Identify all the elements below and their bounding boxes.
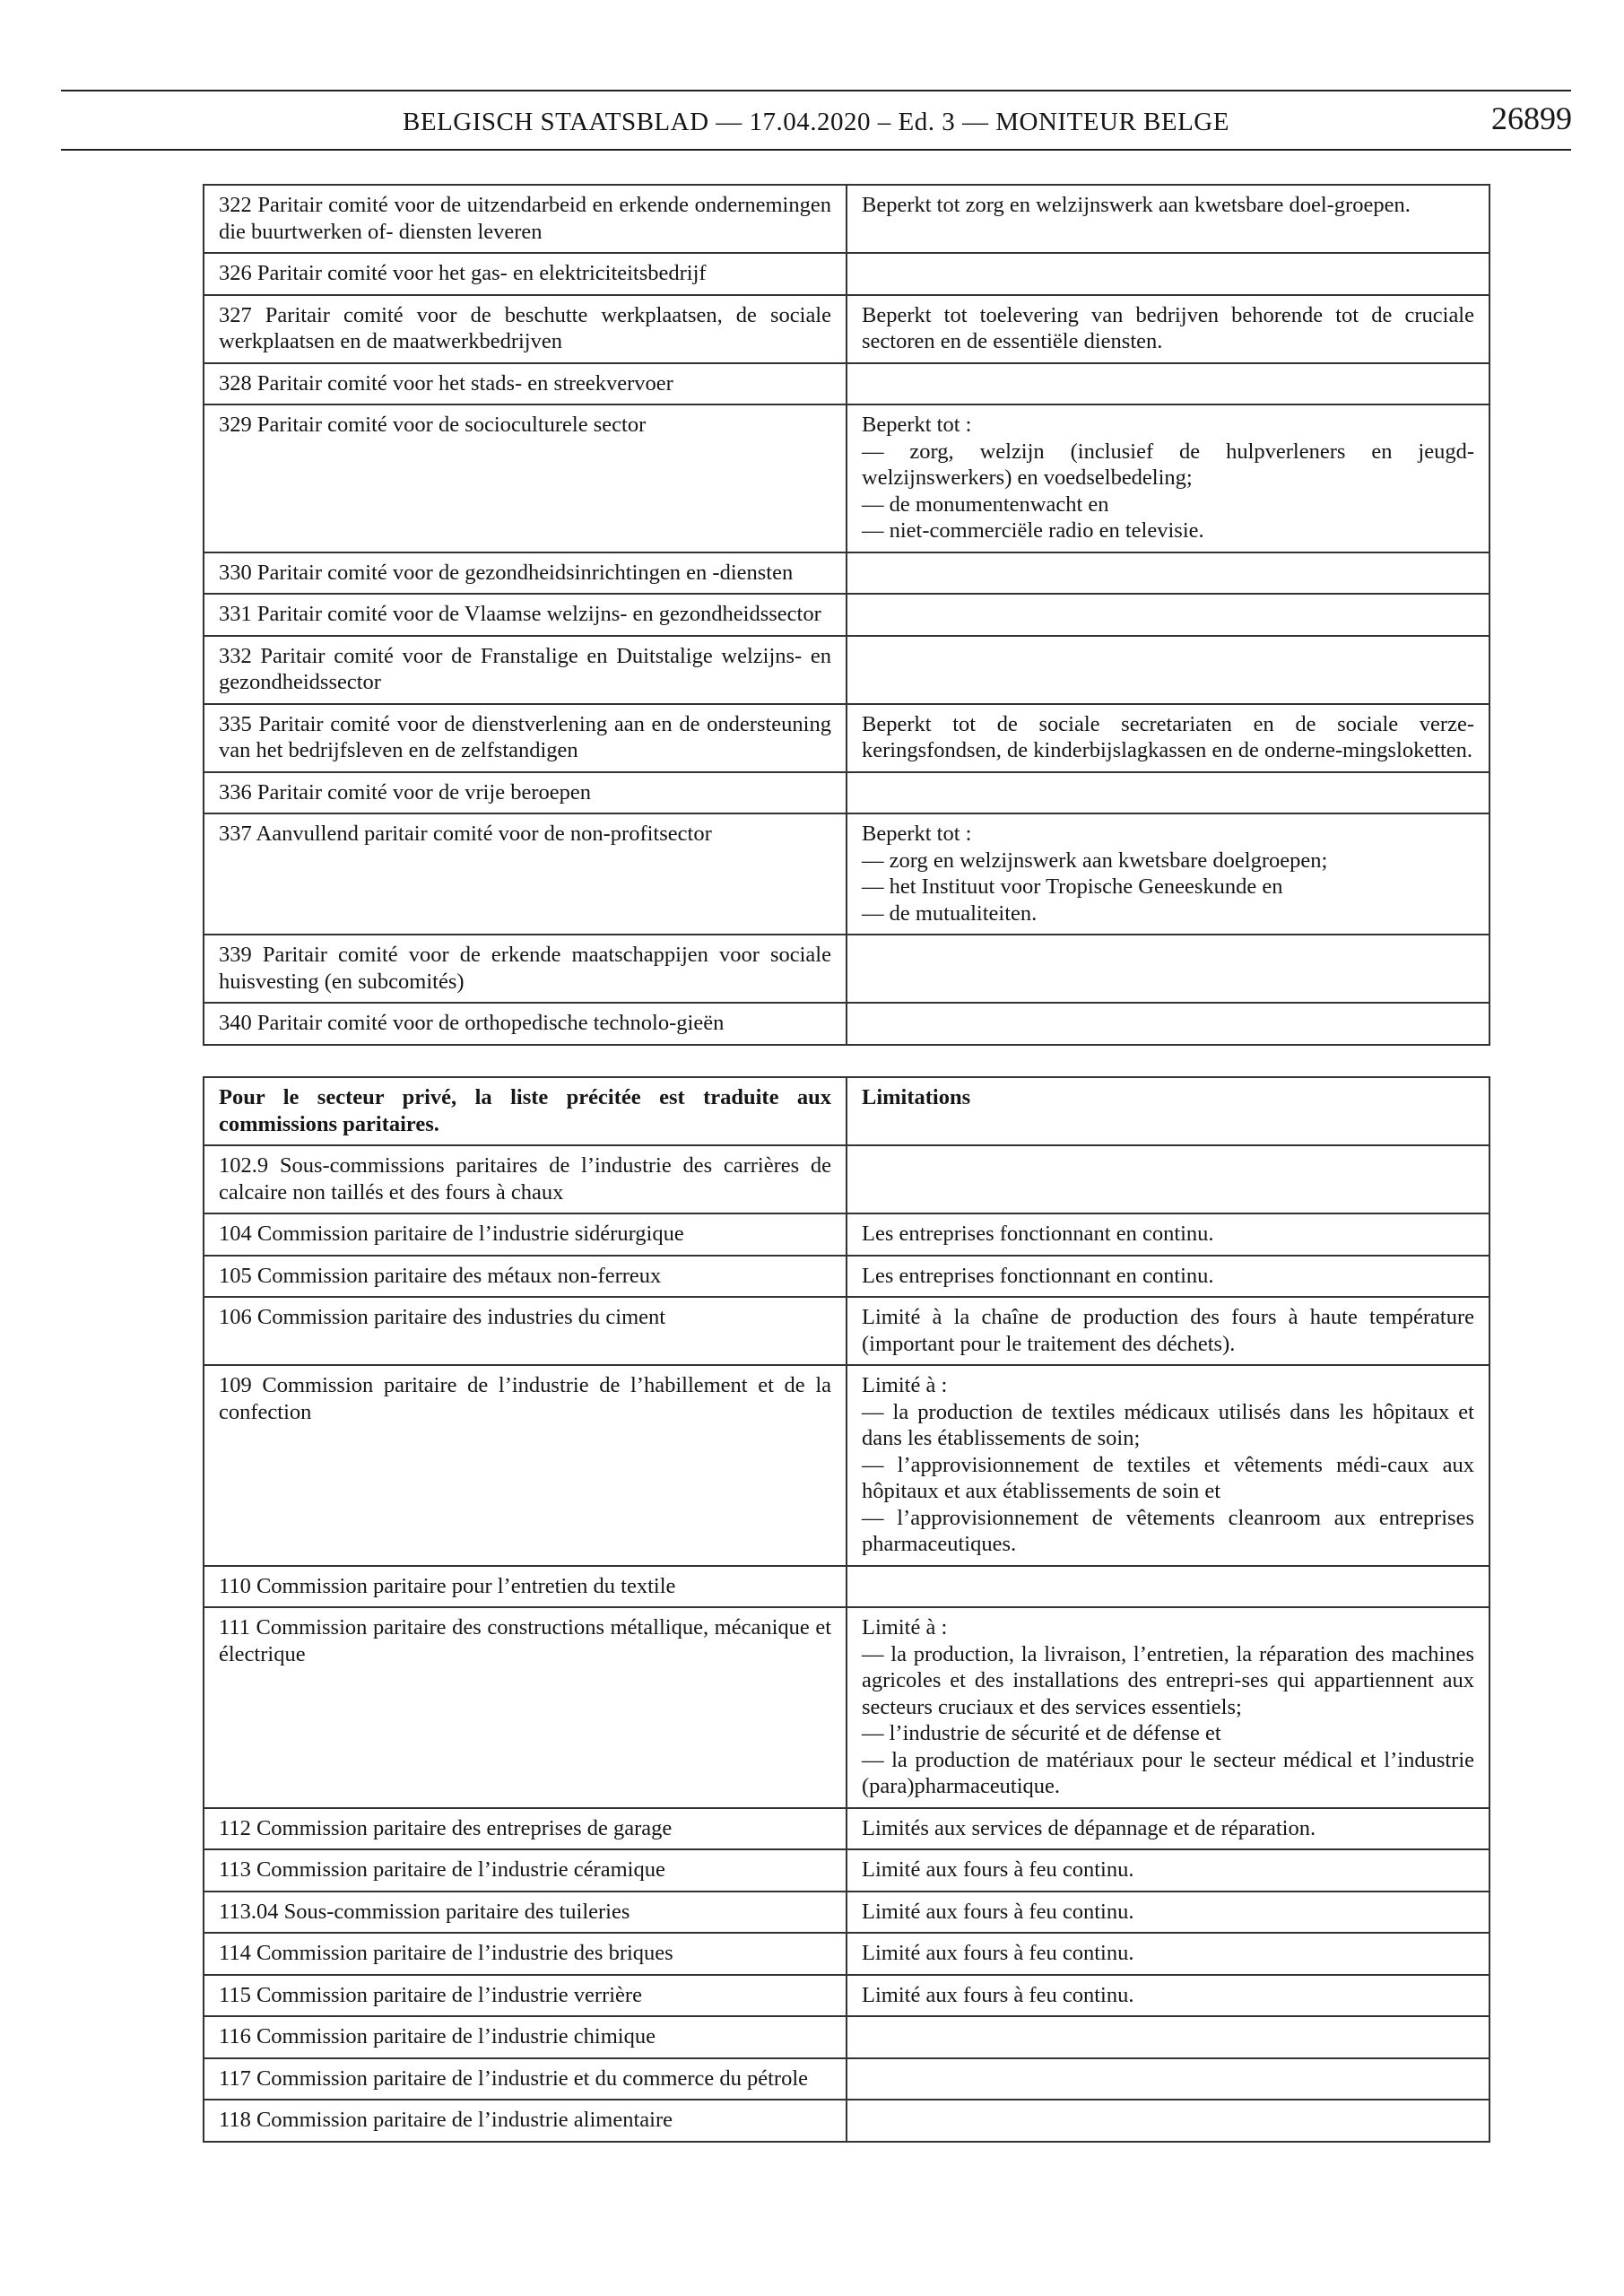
committee-cell: 340 Paritair comité voor de orthopedische technolo-gieën xyxy=(204,1003,847,1045)
limitation-bullet: — zorg en welzijnswerk aan kwetsbare doelgroepen; xyxy=(862,848,1328,873)
table-row xyxy=(204,185,1489,253)
table-header-limitations: Limitations xyxy=(847,1077,1489,1145)
limitation-cell xyxy=(847,363,1489,405)
table-row xyxy=(204,404,1489,552)
limitation-text: Beperkt tot zorg en welzijnswerk aan kwetsbare doel-groepen. xyxy=(862,193,1411,217)
table-row xyxy=(204,1566,1489,1608)
committee-cell: 117 Commission paritaire de l’industrie et du commerce du pétrole xyxy=(204,2058,847,2100)
table-header-committee: Pour le secteur privé, la liste précitée est traduite aux commissions paritaires. xyxy=(204,1077,847,1145)
limitation-text: Beperkt tot toelevering van bedrijven behorende tot de cruciale sectoren en de essentiële diensten. xyxy=(862,302,1474,353)
header-bottom-rule xyxy=(61,149,1571,151)
committee-cell: 113.04 Sous-commission paritaire des tuileries xyxy=(204,1892,847,1934)
limitation-cell xyxy=(847,1849,1489,1892)
committee-cell: 327 Paritair comité voor de beschutte werkplaatsen, de sociale werkplaatsen en de maatwerkbedrijven xyxy=(204,295,847,363)
table-row xyxy=(204,1975,1489,2017)
table-row xyxy=(204,1365,1489,1566)
committee-cell: 104 Commission paritaire de l’industrie sidérurgique xyxy=(204,1213,847,1256)
commission-paritaire-table xyxy=(203,1076,1490,2143)
header-top-rule xyxy=(61,90,1571,91)
table-row xyxy=(204,704,1489,772)
limitation-cell xyxy=(847,1892,1489,1934)
table-row xyxy=(204,1892,1489,1934)
table-row xyxy=(204,1297,1489,1365)
limitation-cell xyxy=(847,1297,1489,1365)
limitation-cell xyxy=(847,253,1489,295)
committee-cell: 102.9 Sous-commissions paritaires de l’industrie des carrières de calcaire non taillés et des fours à chaux xyxy=(204,1145,847,1213)
limitation-bullet: — zorg, welzijn (inclusief de hulpverleners en jeugd-welzijnswerkers) en voedselbedeling; xyxy=(862,439,1474,490)
limitation-cell xyxy=(847,404,1489,552)
committee-cell: 109 Commission paritaire de l’industrie de l’habillement et de la confection xyxy=(204,1365,847,1566)
committee-cell: 339 Paritair comité voor de erkende maatschappijen voor sociale huisvesting (en subcomités) xyxy=(204,935,847,1003)
committee-cell: 328 Paritair comité voor het stads- en streekvervoer xyxy=(204,363,847,405)
table-row xyxy=(204,1003,1489,1045)
table-row xyxy=(204,1607,1489,1808)
table-row xyxy=(204,1808,1489,1850)
limitation-cell xyxy=(847,636,1489,704)
limitation-cell xyxy=(847,935,1489,1003)
limitation-bullet: — de monumentenwacht en xyxy=(862,491,1109,517)
table-row xyxy=(204,935,1489,1003)
committee-cell: 322 Paritair comité voor de uitzendarbeid en erkende ondernemingen die buurtwerken of- diensten leveren xyxy=(204,185,847,253)
limitation-cell xyxy=(847,1365,1489,1566)
table-row xyxy=(204,636,1489,704)
committee-cell: 336 Paritair comité voor de vrije beroepen xyxy=(204,772,847,814)
limitation-cell xyxy=(847,1975,1489,2017)
limitation-cell xyxy=(847,185,1489,253)
committee-cell: 329 Paritair comité voor de socioculturele sector xyxy=(204,404,847,552)
limitation-cell xyxy=(847,552,1489,595)
paritair-comite-table xyxy=(203,184,1490,1046)
limitation-text: Les entreprises fonctionnant en continu. xyxy=(862,1263,1214,1288)
table-row xyxy=(204,552,1489,595)
table-row xyxy=(204,594,1489,636)
table-row xyxy=(204,2016,1489,2058)
limitation-text: Limité à la chaîne de production des fours à haute température (important pour le traitement des déchets). xyxy=(862,1305,1474,1356)
committee-cell: 114 Commission paritaire de l’industrie des briques xyxy=(204,1933,847,1975)
limitation-cell xyxy=(847,1566,1489,1608)
table-row xyxy=(204,772,1489,814)
committee-cell: 113 Commission paritaire de l’industrie céramique xyxy=(204,1849,847,1892)
limitation-bullet: — niet-commerciële radio en televisie. xyxy=(862,518,1204,543)
limitation-cell xyxy=(847,1213,1489,1256)
committee-cell: 116 Commission paritaire de l’industrie chimique xyxy=(204,2016,847,2058)
committee-cell: 337 Aanvullend paritair comité voor de non-profitsector xyxy=(204,813,847,935)
limitation-bullet: — l’approvisionnement de textiles et vêtements médi-caux aux hôpitaux et aux établissements de soin et xyxy=(862,1452,1474,1503)
committee-cell: 106 Commission paritaire des industries du ciment xyxy=(204,1297,847,1365)
limitation-cell xyxy=(847,2016,1489,2058)
limitation-cell xyxy=(847,2058,1489,2100)
committee-cell: 105 Commission paritaire des métaux non-ferreux xyxy=(204,1256,847,1298)
committee-cell: 112 Commission paritaire des entreprises de garage xyxy=(204,1808,847,1850)
page-header-title: BELGISCH STAATSBLAD — 17.04.2020 – Ed. 3 — MONITEUR BELGE xyxy=(403,108,1229,136)
limitation-text: Limité aux fours à feu continu. xyxy=(862,1899,1134,1924)
limitation-bullet: — de mutualiteiten. xyxy=(862,900,1038,926)
table-row xyxy=(204,1145,1489,1213)
table-row xyxy=(204,1256,1489,1298)
limitation-bullet: — la production de textiles médicaux utilisés dans les hôpitaux et dans les établissements de soin; xyxy=(862,1399,1474,1450)
table-row xyxy=(204,1849,1489,1892)
table-row xyxy=(204,295,1489,363)
committee-cell: 110 Commission paritaire pour l’entretien du textile xyxy=(204,1566,847,1608)
page-number: 26899 xyxy=(1491,100,1572,136)
limitation-text: Beperkt tot de sociale secretariaten en de sociale verze-keringsfondsen, de kinderbijslagkassen en de onderne-mingsloketten. xyxy=(862,711,1474,762)
limitation-cell xyxy=(847,1607,1489,1808)
table-row xyxy=(204,1213,1489,1256)
limitation-cell xyxy=(847,1933,1489,1975)
committee-cell: 111 Commission paritaire des constructions métallique, mécanique et électrique xyxy=(204,1607,847,1808)
limitation-cell xyxy=(847,1256,1489,1298)
limitation-lead: Limité à : xyxy=(862,1615,948,1639)
limitation-text: Limité aux fours à feu continu. xyxy=(862,1857,1134,1882)
limitation-lead: Limité à : xyxy=(862,1373,948,1397)
limitation-cell xyxy=(847,772,1489,814)
limitation-lead: Beperkt tot : xyxy=(862,413,972,437)
limitation-bullet: — l’approvisionnement de vêtements cleanroom aux entreprises pharmaceutiques. xyxy=(862,1505,1474,1556)
limitation-bullet: — la production, la livraison, l’entretien, la réparation des machines agricoles et des installations des entrepri-ses qui appartiennent aux secteurs cruciaux et des services essentiels; xyxy=(862,1641,1474,1719)
committee-cell: 335 Paritair comité voor de dienstverlening aan en de ondersteuning van het bedrijfsleven en de zelfstandigen xyxy=(204,704,847,772)
limitation-cell xyxy=(847,813,1489,935)
limitation-text: Les entreprises fonctionnant en continu. xyxy=(862,1222,1214,1246)
limitation-cell xyxy=(847,295,1489,363)
table-row xyxy=(204,2100,1489,2142)
committee-cell: 326 Paritair comité voor het gas- en elektriciteitsbedrijf xyxy=(204,253,847,295)
table-header-row xyxy=(204,1077,1489,1145)
committee-cell: 115 Commission paritaire de l’industrie verrière xyxy=(204,1975,847,2017)
limitation-text: Limité aux fours à feu continu. xyxy=(862,1941,1134,1965)
paritair-comite-table-body xyxy=(204,185,1489,1045)
limitation-cell xyxy=(847,2100,1489,2142)
committee-cell: 330 Paritair comité voor de gezondheidsinrichtingen en -diensten xyxy=(204,552,847,595)
committee-cell: 118 Commission paritaire de l’industrie alimentaire xyxy=(204,2100,847,2142)
committee-cell: 332 Paritair comité voor de Franstalige en Duitstalige welzijns- en gezondheidssector xyxy=(204,636,847,704)
limitation-cell xyxy=(847,1145,1489,1213)
limitation-bullet: — l’industrie de sécurité et de défense et xyxy=(862,1721,1221,1745)
table-row xyxy=(204,813,1489,935)
limitation-cell xyxy=(847,594,1489,636)
table-row xyxy=(204,363,1489,405)
commission-paritaire-table-body xyxy=(204,1077,1489,2142)
committee-cell: 331 Paritair comité voor de Vlaamse welzijns- en gezondheidssector xyxy=(204,594,847,636)
table-row xyxy=(204,2058,1489,2100)
limitation-cell xyxy=(847,1003,1489,1045)
limitation-cell xyxy=(847,1808,1489,1850)
table-row xyxy=(204,253,1489,295)
limitation-cell xyxy=(847,704,1489,772)
limitation-bullet: — la production de matériaux pour le secteur médical et l’industrie (para)pharmaceutique. xyxy=(862,1747,1474,1798)
limitation-text: Limités aux services de dépannage et de réparation. xyxy=(862,1815,1316,1840)
limitation-bullet: — het Instituut voor Tropische Geneeskunde en xyxy=(862,874,1283,899)
limitation-lead: Beperkt tot : xyxy=(862,822,972,846)
table-row xyxy=(204,1933,1489,1975)
limitation-text: Limité aux fours à feu continu. xyxy=(862,1982,1134,2007)
